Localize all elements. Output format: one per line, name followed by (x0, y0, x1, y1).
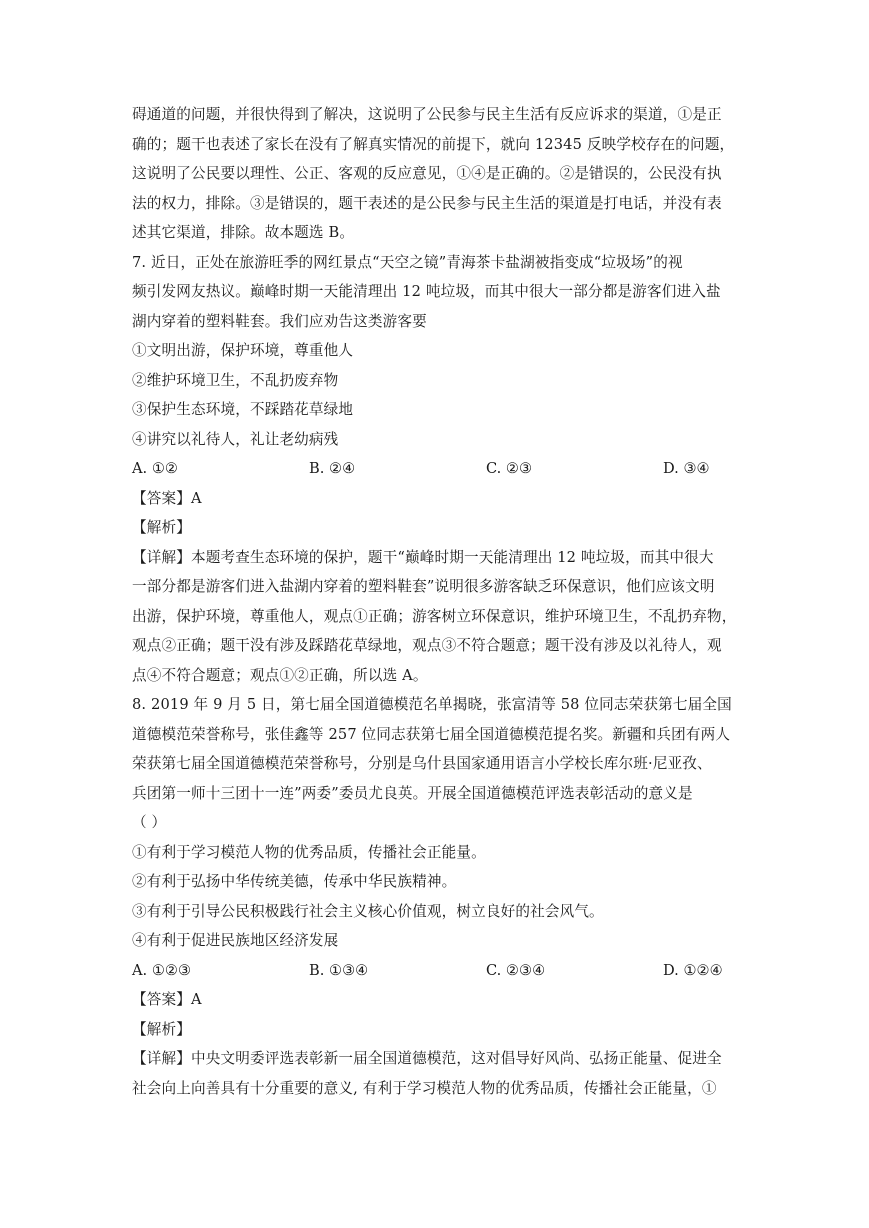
question-stem: 荣获第七届全国道德模范荣誉称号，分别是乌什县国家通用语言小学校长库尔班·尼亚孜、 (132, 755, 712, 772)
document-page (132, 100, 738, 1103)
analysis-label: 【解析】 (132, 519, 191, 536)
detail-line: 【详解】本题考查生态环境的保护，题干“巅峰时期一天能清理出 12 吨垃圾，而其中很大 (132, 548, 714, 566)
options-row (132, 454, 738, 484)
option-a: A. ①② (132, 460, 178, 477)
detail-line: 点④不符合题意；观点①②正确，所以选 A。 (132, 666, 428, 684)
answer: 【答案】A (132, 991, 202, 1008)
question-stem: 湖内穿着的塑料鞋套。我们应劝告这类游客要 (132, 312, 427, 330)
question-stem: 频引发网友热议。巅峰时期一天能清理出 12 吨垃圾，而其中很大一部分都是游客们进入盐 (132, 283, 721, 300)
detail-line: 观点②正确；题干没有涉及踩踏花草绿地，观点③不符合题意；题干没有涉及以礼待人，观 (132, 637, 722, 654)
analysis-label: 【解析】 (132, 1020, 191, 1038)
detail-line: 一部分都是游客们进入盐湖内穿着的塑料鞋套”说明很多游客缺乏环保意识，他们应该文明 (132, 578, 715, 595)
text-line: 这说明了公民要以理性、公正、客观的反应意见，①④是正确的。②是错误的，公民没有执 (132, 165, 722, 182)
statement-2: ②有利于弘扬中华传统美德，传承中华民族精神。 (132, 873, 457, 890)
statement-4: ④有利于促进民族地区经济发展 (132, 932, 339, 949)
question-stem: 道德模范荣誉称号，张佳鑫等 257 位同志获第七届全国道德模范提名奖。新疆和兵团有两人 (132, 725, 731, 743)
question-stem: 兵团第一师十三团十一连”两委”委员尤良英。开展全国道德模范评选表彰活动的意义是 (132, 784, 693, 802)
option-b: B. ①③④ (309, 961, 369, 979)
text-line: 法的权力，排除。③是错误的，题干表述的是公民参与民主生活的渠道是打电话，并没有表 (132, 194, 722, 212)
question-stem: （ ） (132, 814, 167, 831)
text-line: 述其它渠道，排除。故本题选 B。 (132, 224, 355, 241)
question-7 (132, 248, 738, 691)
statement-4: ④讲究以礼待人，礼让老幼病残 (132, 430, 339, 448)
text-line: 碍通道的问题，并很快得到了解决，这说明了公民参与民主生活有反应诉求的渠道，①是正 (132, 106, 722, 123)
statement-3: ③保护生态环境，不踩踏花草绿地 (132, 401, 354, 418)
statement-2: ②维护环境卫生，不乱扔废弃物 (132, 371, 339, 389)
option-a: A. ①②③ (132, 961, 192, 979)
answer: 【答案】A (132, 489, 202, 507)
prev-explanation (132, 100, 738, 248)
option-d: D. ①②④ (663, 961, 723, 979)
option-b: B. ②④ (309, 460, 356, 477)
detail-line: 出游，保护环境，尊重他人，观点①正确；游客树立环保意识，维护环境卫生，不乱扔弃物， (132, 607, 737, 625)
statement-1: ①文明出游，保护环境，尊重他人 (132, 342, 354, 359)
detail-line: 社会向上向善具有十分重要的意义, 有利于学习模范人物的优秀品质，传播社会正能量，① (132, 1079, 717, 1097)
options-row (132, 956, 738, 986)
detail-line: 【详解】中央文明委评选表彰新一届全国道德模范，这对倡导好风尚、弘扬正能量、促进全 (132, 1050, 722, 1067)
option-c: C. ②③ (486, 460, 533, 477)
statement-1: ①有利于学习模范人物的优秀品质，传播社会正能量。 (132, 843, 486, 861)
option-d: D. ③④ (663, 460, 710, 477)
option-c: C. ②③④ (486, 961, 546, 979)
question-8 (132, 690, 738, 1103)
question-stem: 8. 2019 年 9 月 5 日，第七届全国道德模范名单揭晓，张富清等 58 位同志荣获第七届全国 (132, 696, 732, 713)
question-stem: 7. 近日，正处在旅游旺季的网红景点“天空之镜”青海茶卡盐湖被指变成“垃圾场”的视 (132, 253, 683, 271)
text-line: 确的；题干也表述了家长在没有了解真实情况的前提下，就向 12345 反映学校存在的问题， (132, 135, 735, 153)
statement-3: ③有利于引导公民积极践行社会主义核心价值观，树立良好的社会风气。 (132, 902, 604, 920)
